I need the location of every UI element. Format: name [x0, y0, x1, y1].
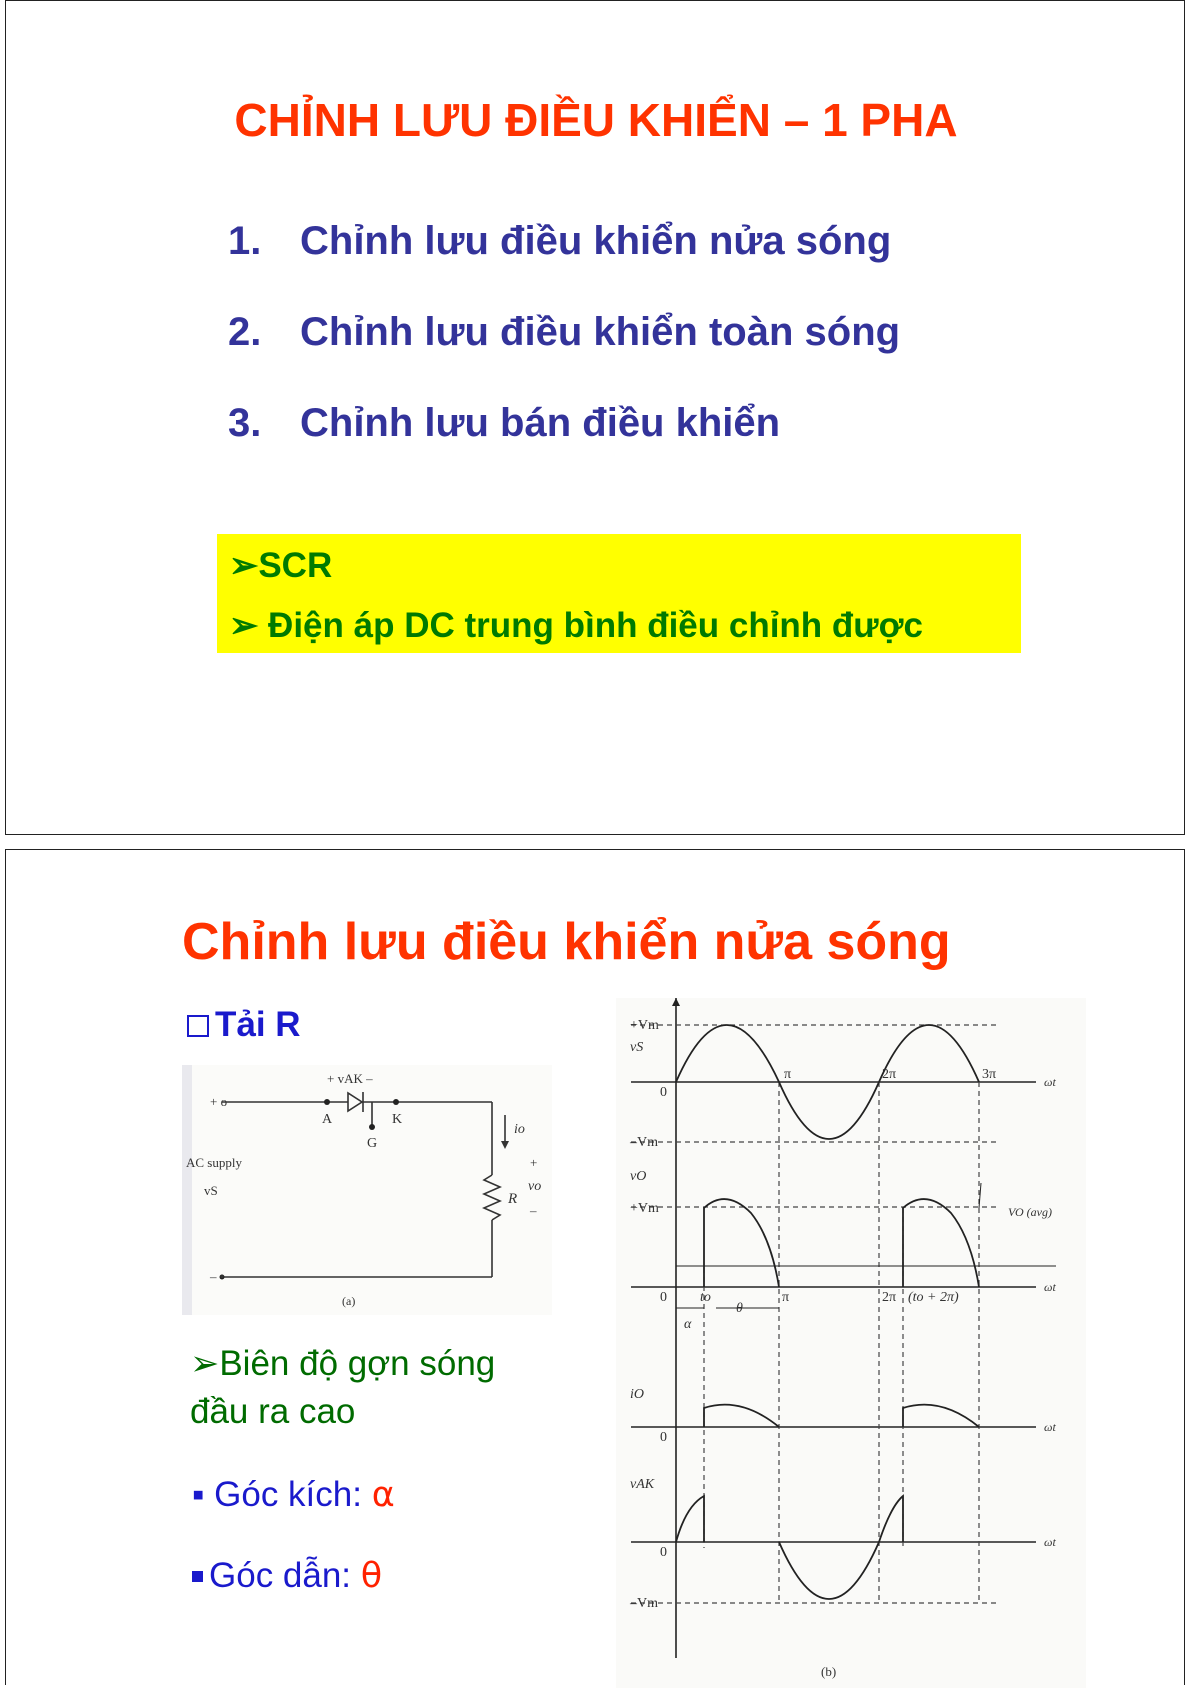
wave-pi-1: π	[784, 1067, 792, 1082]
ripple-line-1: ➢Biên độ gợn sóng	[190, 1344, 496, 1383]
circuit-r-label: R	[508, 1191, 518, 1207]
firing-angle-label: ▪ Góc kích:	[192, 1475, 372, 1514]
highlight-box	[217, 534, 1021, 653]
slide-1	[5, 0, 1185, 835]
topic-label: Chỉnh lưu điều khiển nửa sóng	[300, 219, 892, 263]
checkbox-bullet-icon	[187, 1015, 209, 1037]
wave-zero-2: 0	[660, 1290, 667, 1305]
circuit-io-label: io	[514, 1122, 525, 1137]
topic-label: Chỉnh lưu bán điều khiển	[300, 401, 781, 445]
wave-alpha-label: α	[684, 1317, 692, 1332]
circuit-vo-label: vo	[528, 1179, 542, 1194]
wave-plus-vm-1: +Vm	[630, 1018, 659, 1033]
circuit-minus-terminal: – •	[210, 1269, 225, 1284]
circuit-caption: (a)	[342, 1294, 356, 1308]
wave-caption: (b)	[821, 1664, 837, 1679]
slide-2-title: Chỉnh lưu điều khiển nửa sóng	[182, 913, 951, 971]
circuit-node-k: K	[392, 1112, 403, 1127]
topic-number: 2.	[228, 310, 262, 354]
conduction-angle-item	[192, 1556, 382, 1596]
wave-zero-3: 0	[660, 1430, 667, 1445]
wave-omega-t-4: ωt	[1044, 1535, 1056, 1549]
circuit-supply-label: AC supply	[186, 1155, 242, 1170]
slide-1-title: CHỈNH LƯU ĐIỀU KHIỂN – 1 PHA	[234, 94, 958, 146]
wave-plus-vm-2: +Vm	[630, 1201, 659, 1216]
alpha-symbol: α	[371, 1475, 395, 1515]
circuit-vak-label: + vAK –	[327, 1071, 373, 1086]
circuit-node-a: A	[322, 1112, 333, 1127]
wave-3pi-1: 3π	[982, 1067, 997, 1082]
wave-io-label: iO	[630, 1387, 644, 1402]
circuit-vs-label: vS	[204, 1183, 218, 1198]
firing-angle-item	[192, 1475, 395, 1515]
wave-2pi-2: 2π	[882, 1290, 897, 1305]
wave-t0-2pi-label: (to + 2π)	[908, 1290, 959, 1305]
wave-omega-t-1: ωt	[1044, 1075, 1056, 1089]
conduction-angle-label: Góc dẫn:	[209, 1556, 361, 1595]
ripple-line-2: đầu ra cao	[190, 1392, 356, 1431]
wave-zero-1: 0	[660, 1085, 667, 1100]
theta-symbol: θ	[360, 1556, 383, 1596]
load-heading	[187, 1005, 301, 1045]
wave-zero-4: 0	[660, 1545, 667, 1560]
topic-number: 3.	[228, 401, 262, 445]
ripple-note	[190, 1340, 495, 1436]
square-bullet-icon	[192, 1571, 203, 1582]
wave-2pi-1: 2π	[882, 1067, 897, 1082]
wave-t0-label: to	[700, 1290, 711, 1305]
wave-minus-vm-1: –Vm	[630, 1135, 658, 1150]
wave-vak-label: vAK	[630, 1477, 655, 1492]
circuit-plus-label: +	[530, 1155, 538, 1170]
wave-vo-label: vO	[630, 1169, 647, 1184]
waveform-diagram	[616, 998, 1086, 1688]
wave-omega-t-2: ωt	[1044, 1280, 1056, 1294]
wave-vo-avg-label: VO (avg)	[1008, 1205, 1052, 1219]
topic-label: Chỉnh lưu điều khiển toàn sóng	[300, 310, 901, 354]
wave-theta-label: θ	[736, 1301, 743, 1316]
topic-number: 1.	[228, 219, 262, 263]
circuit-node-g: G	[367, 1136, 378, 1151]
circuit-minus-label: –	[530, 1203, 537, 1218]
highlight-scr: ➢SCR	[229, 546, 333, 585]
wave-omega-t-3: ωt	[1044, 1420, 1056, 1434]
circuit-plus-terminal: + o	[210, 1094, 228, 1109]
highlight-dc-voltage: ➢ Điện áp DC trung bình điều chỉnh được	[229, 606, 923, 645]
wave-pi-2: π	[782, 1290, 790, 1305]
slide-2	[5, 849, 1185, 1685]
load-label: Tải R	[215, 1005, 301, 1044]
wave-minus-vm-2: –Vm	[630, 1596, 658, 1611]
scr-circuit-diagram	[182, 1065, 552, 1315]
wave-vs-label: vS	[630, 1040, 644, 1055]
